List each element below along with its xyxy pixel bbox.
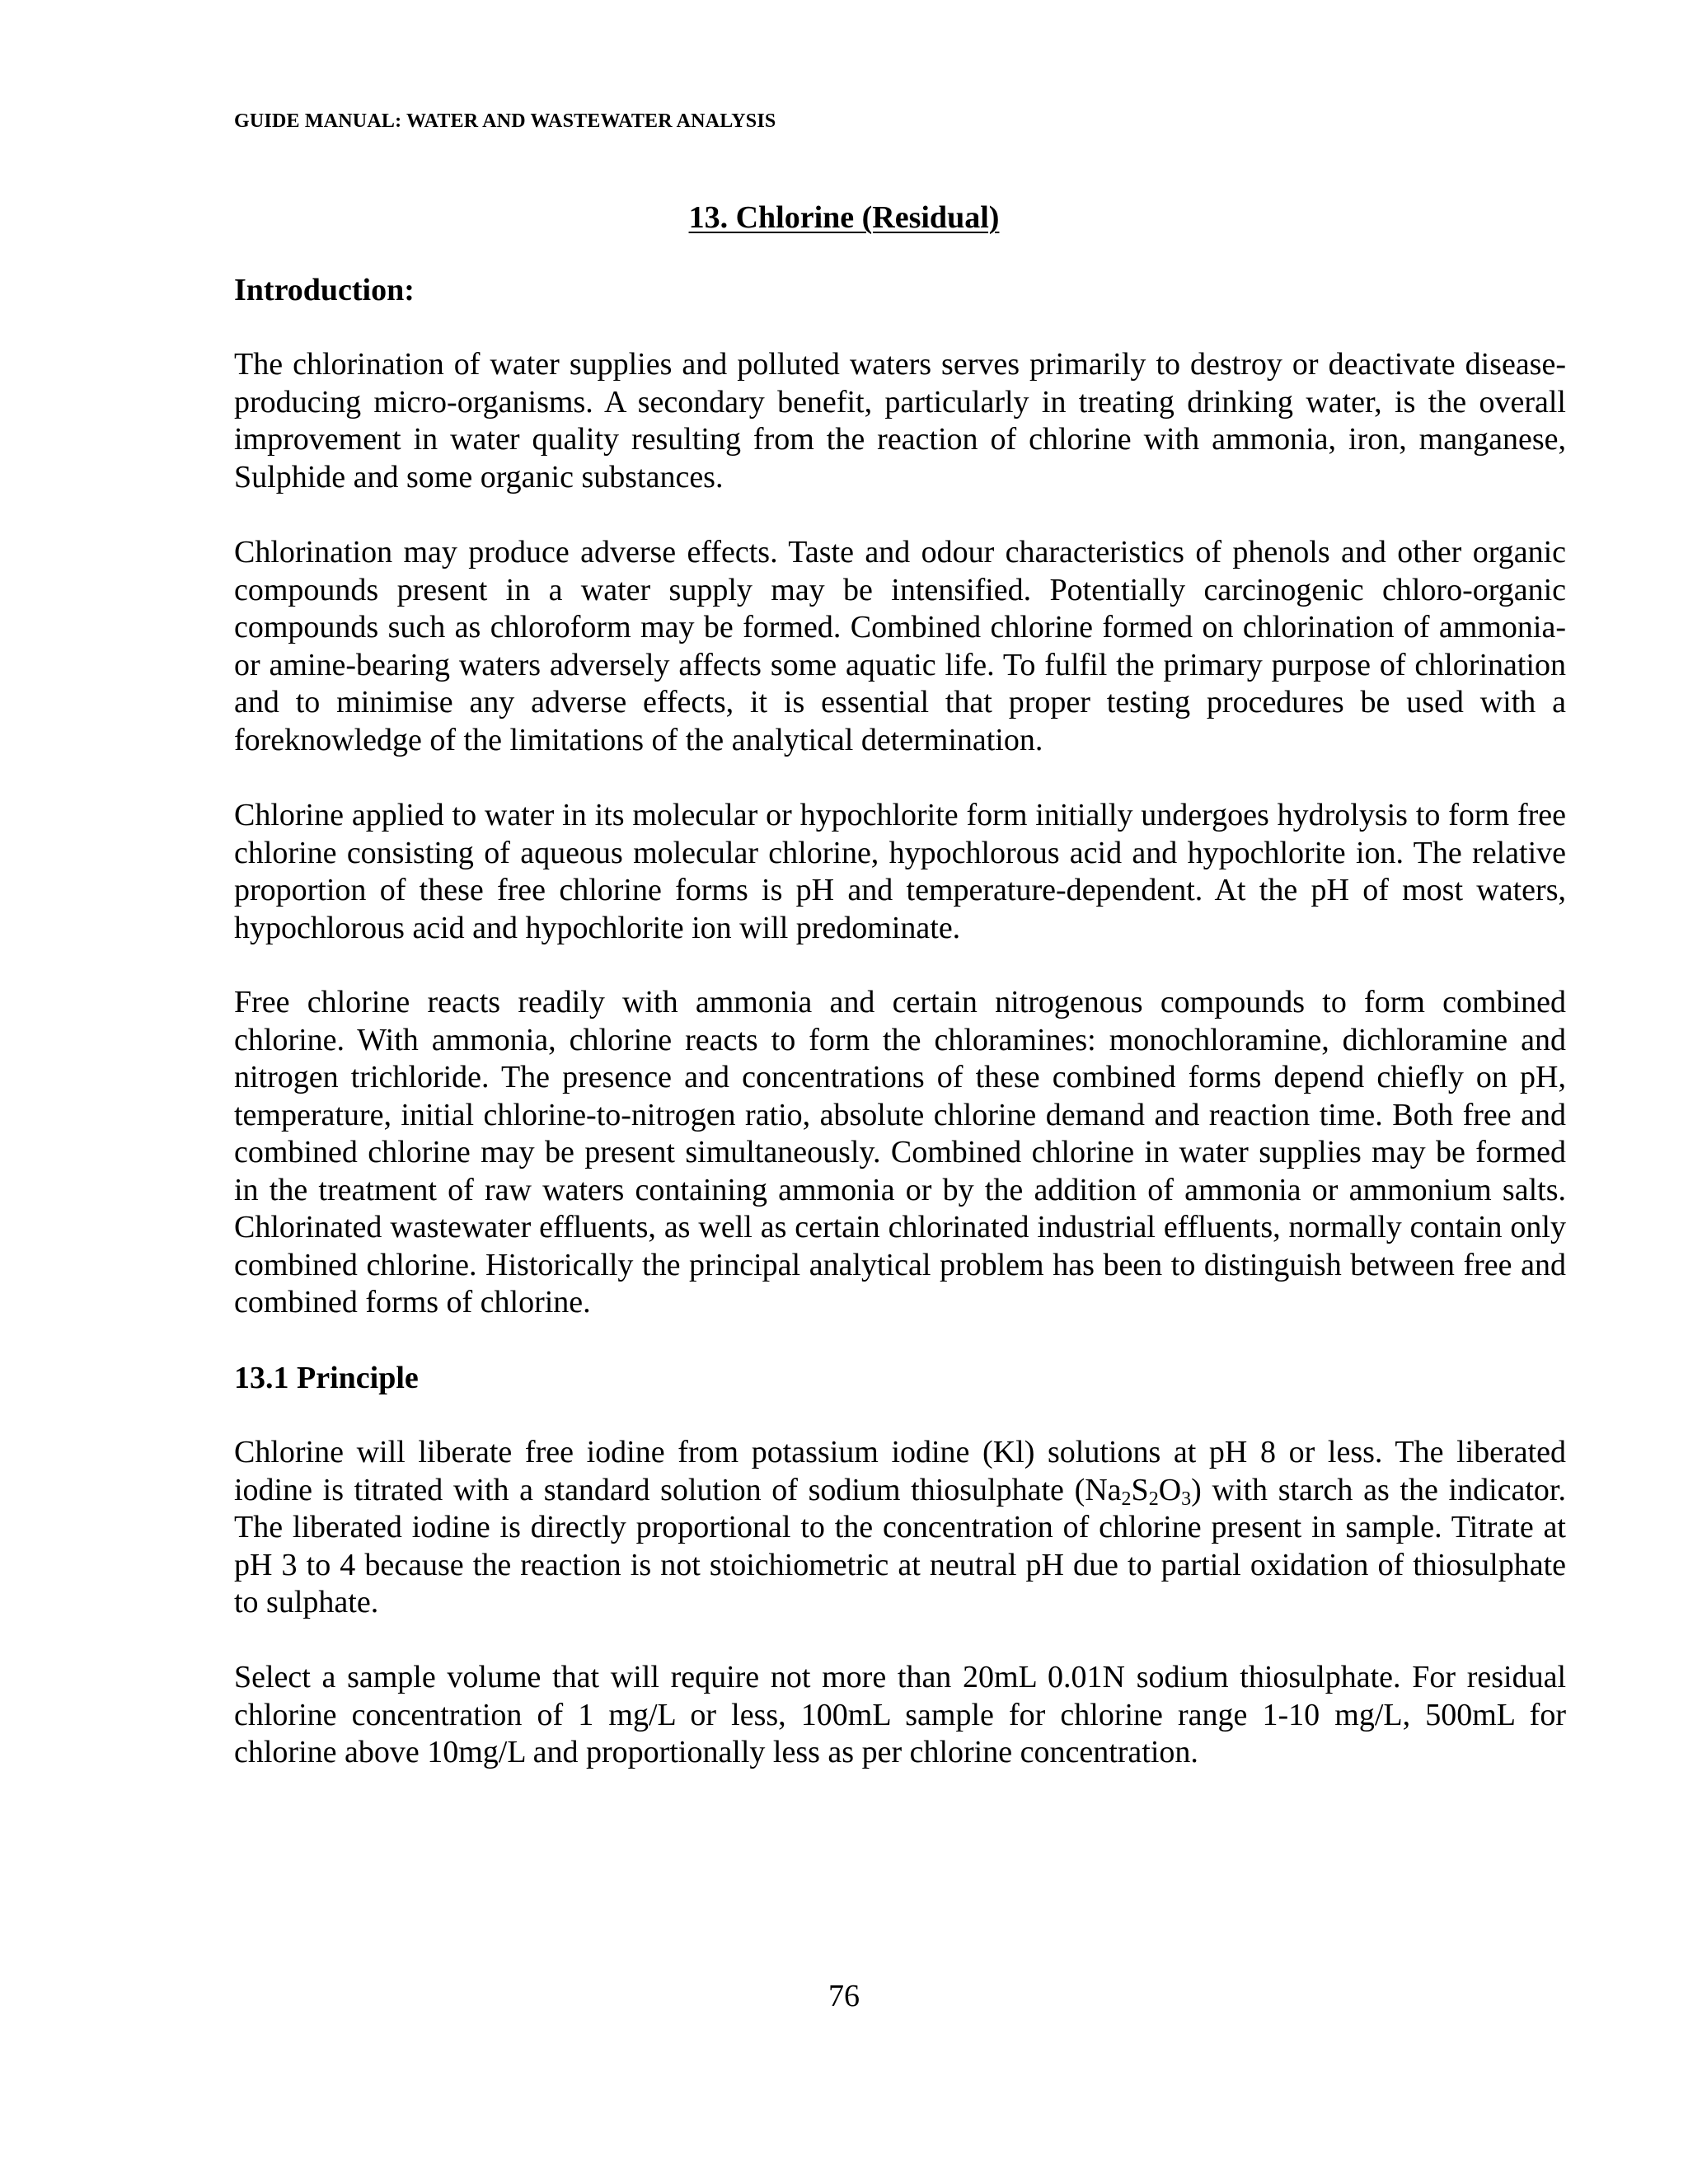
intro-paragraph-4: Free chlorine reacts readily with ammonia and certain nitrogenous compounds to form combined chlorine. With ammonia, chlorine reacts to form the chloramines: monochloramine, dichloramine and nitrogen trichloride. The presence and concentrations of these combined forms depend chiefly on pH, temperature, initial chlorine-to-nitrogen ratio, absolute chlorine demand and reaction time. Both free and combined chlorine may be present simultaneously. Combined chlorine in water supplies may be formed in the treatment of raw waters containing ammonia or by the addition of ammonia or ammonium salts. Chlorinated wastewater effluents, as well as certain chlorinated industrial effluents, normally contain only combined chlorine. Historically the principal analytical problem has been to distinguish between free and combined forms of chlorine. [234,985,1566,1319]
na-subscript: 2 [1121,1488,1132,1510]
principle-heading: 13.1 Principle [234,1361,419,1395]
s-subscript: 2 [1148,1488,1159,1510]
intro-paragraph-3: Chlorine applied to water in its molecular or hypochlorite form initially undergoes hydrolysis to form free chlorine consisting of aqueous molecular chlorine, hypochlorous acid and hypochlorite ion. The relative proportion of these free chlorine forms is pH and temperature-dependent. At the pH of most waters, hypochlorous acid and hypochlorite ion will predominate. [234,798,1566,945]
principle-text-start: Chlorine will liberate free iodine from potassium iodine (Kl) solutions at pH 8 or less. The liberated iodine is titrated with a standard solution of sodium thiosulphate (Na [234,1435,1566,1507]
page-number: 76 [828,1979,860,2013]
chapter-title: 13. Chlorine (Residual) [688,200,1000,235]
intro-paragraph-2: Chlorination may produce adverse effects. Taste and odour characteristics of phenols and other organic compounds present in a water supply may be intensified. Potentially carcinogenic chloro-organic compounds such as chloroform may be formed. Combined chlorine formed on chlorination of ammonia-or amine-bearing waters adversely affects some aquatic life. To fulfil the primary purpose of chlorination and to minimise any adverse effects, it is essential that proper testing procedures be used with a foreknowledge of the limitations of the analytical determination. [234,535,1566,757]
introduction-heading: Introduction: [234,273,415,307]
oxygen-symbol: O [1158,1472,1182,1507]
intro-paragraph-1: The chlorination of water supplies and polluted waters serves primarily to destroy or deactivate disease-producing micro-organisms. A secondary benefit, particularly in treating drinking water, is the overall improvement in water quality resulting from the reaction of chlorine with ammonia, iron, manganese, Sulphide and some organic substances. [234,347,1566,494]
running-header: GUIDE MANUAL: WATER AND WASTEWATER ANALYSIS [234,110,776,132]
principle-paragraph-1 [234,1434,1566,1622]
principle-paragraph-2: Select a sample volume that will require not more than 20mL 0.01N sodium thiosulphate. For residual chlorine concentration of 1 mg/L or less, 100mL sample for chlorine range 1-10 mg/L, 500mL for chlorine above 10mg/L and proportionally less as per chlorine concentration. [234,1660,1566,1769]
sulfur-symbol: S [1131,1472,1149,1507]
principle-text-end: ) with starch as the indicator. The liberated iodine is directly proportional to the concentration of chlorine present in sample. Titrate at pH 3 to 4 because the reaction is not stoichiometric at neutral pH due to partial oxidation of thiosulphate to sulphate. [234,1472,1566,1619]
o-subscript: 3 [1181,1488,1192,1510]
